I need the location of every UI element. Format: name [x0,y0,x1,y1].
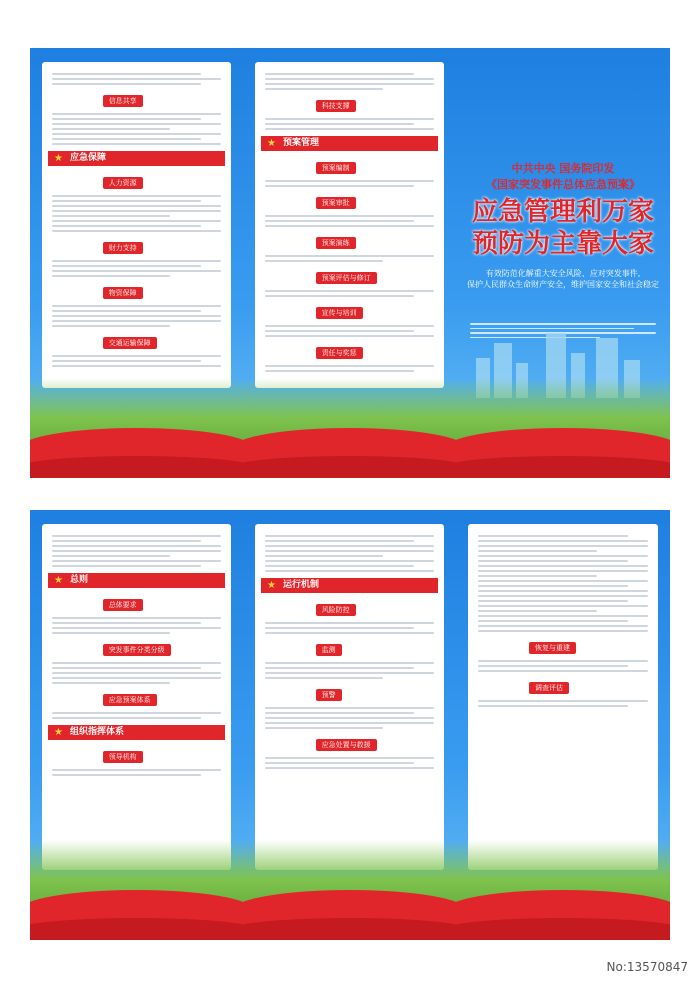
tag-label: 物资保障 [103,287,143,299]
cover-issuer: 中共中央 国务院印发 [511,162,615,175]
section-title: 运行机制 [283,580,320,590]
star-icon: ★ [267,580,276,591]
cover-subtitle-line: 有效防范化解重大安全风险、应对突发事件, [485,269,641,278]
panel-content [468,524,658,870]
tag-label: 预案审批 [316,197,356,209]
tag-label: 突发事件分类分级 [103,644,171,656]
panel-content [255,524,444,870]
section-title: 应急保障 [70,153,107,163]
tag-label: 宣传与培训 [316,307,363,319]
panel-emergency-support [30,48,243,478]
tag-label: 预案演练 [316,237,356,249]
tag-label: 责任与奖惩 [316,347,363,359]
section-title: 组织指挥体系 [70,727,125,737]
star-icon: ★ [54,575,63,586]
tag-label: 信息共享 [103,95,143,107]
tag-label: 交通运输保障 [103,337,157,349]
red-wave-decoration [243,918,456,940]
red-wave-decoration [456,918,670,940]
section-banner [261,578,438,593]
star-icon: ★ [54,153,63,164]
panel-recovery [456,510,670,940]
red-wave-decoration [30,456,243,478]
panel-cover [456,48,670,478]
panel-operation-mechanism [243,510,456,940]
tag-label: 预警 [316,689,342,701]
star-icon: ★ [267,138,276,149]
cover-headline-2: 预防为主靠大家 [471,229,654,259]
brochure-outside-sheet [30,48,670,478]
cover-subtitle [456,268,670,290]
tag-label: 应急处置与救援 [316,739,377,751]
document-number: No:13570847 [603,959,692,975]
panel-content [42,62,231,388]
star-icon: ★ [54,727,63,738]
tag-label: 人力资源 [103,177,143,189]
tag-label: 监测 [316,644,342,656]
section-banner [48,725,225,740]
section-banner [48,573,225,588]
tag-label: 总体要求 [103,599,143,611]
cover-headline-1: 应急管理利万家 [471,197,654,227]
tag-label: 调查评估 [529,682,569,694]
brochure-inside-sheet [30,510,670,940]
panel-content [255,62,444,388]
tag-label: 预案评估与修订 [316,272,377,284]
section-title: 总则 [70,575,89,585]
tag-label: 预案编制 [316,162,356,174]
red-wave-decoration [456,456,670,478]
red-wave-decoration [30,918,243,940]
tag-label: 应急预案体系 [103,694,157,706]
panel-plan-management [243,48,456,478]
cover-plan-title: 《国家突发事件总体应急预案》 [486,178,640,191]
tag-label: 恢复与重建 [529,642,576,654]
section-banner [261,136,438,151]
cover-subtitle-line: 保护人民群众生命财产安全，维护国家安全和社会稳定 [467,280,659,289]
red-wave-decoration [243,456,456,478]
tag-label: 科技支撑 [316,100,356,112]
tag-label: 财力支持 [103,242,143,254]
section-banner [48,151,225,166]
tag-label: 领导机构 [103,751,143,763]
panel-content [42,524,231,870]
panel-general-principles [30,510,243,940]
tag-label: 风险防控 [316,604,356,616]
section-title: 预案管理 [283,138,320,148]
